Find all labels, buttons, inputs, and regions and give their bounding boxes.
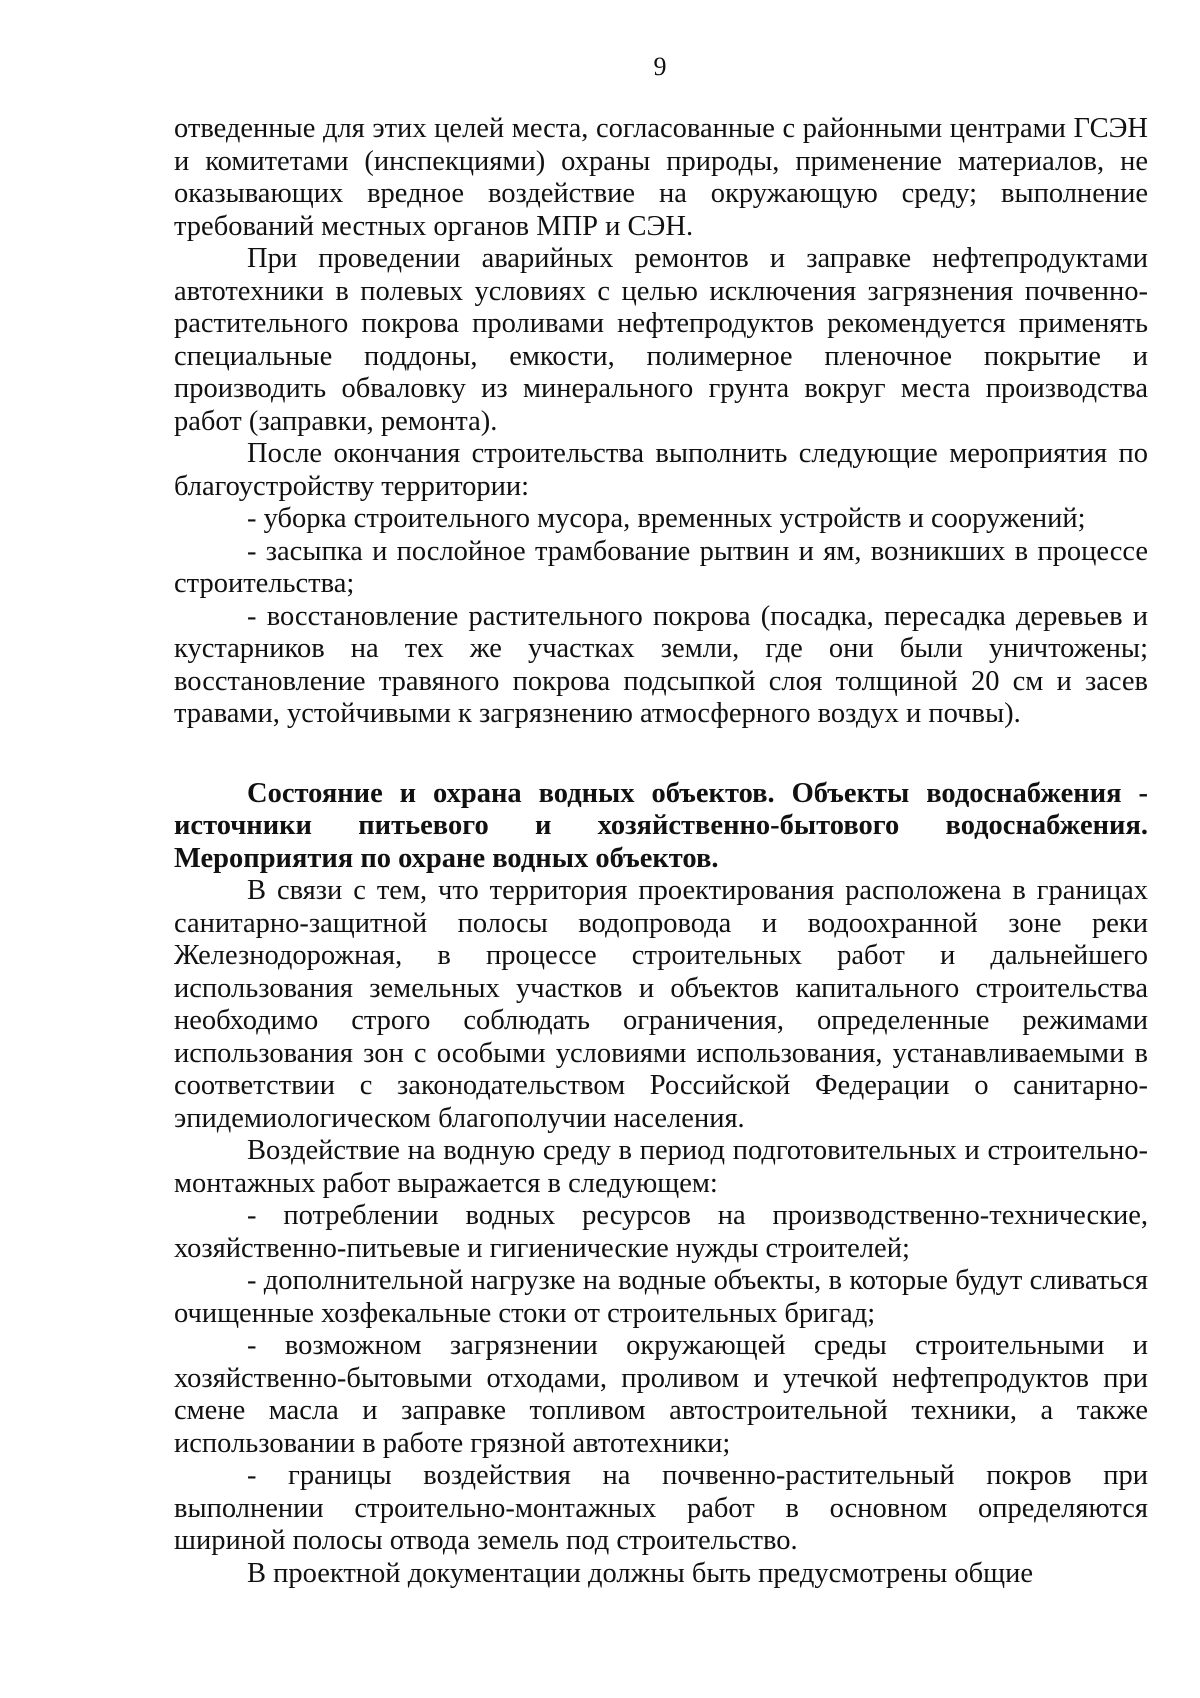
paragraph-landscaping-intro: После окончания строительства выполнить следующие мероприятия по благоустройству территории:: [174, 438, 1148, 502]
paragraph-water-impact-intro: Воздействие на водную среду в период подготовительных и строительно-монтажных работ выражается в следующем:: [174, 1135, 1148, 1199]
paragraph-continuation: отведенные для этих целей места, согласованные с районными центрами ГСЭН и комитетами (инспекциями) охраны природы, применение материалов, не оказывающих вредное воздействие на окружающую среду; выполнение требований местных органов МПР и СЭН.: [174, 113, 1148, 242]
list-item-backfilling: - засыпка и послойное трамбование рытвин и ям, возникших в процессе строительства;: [174, 535, 1148, 599]
list-item-water-consumption: - потреблении водных ресурсов на производственно-технические, хозяйственно-питьевые и гигиенические нужды строителей;: [174, 1200, 1148, 1264]
list-item-vegetation-restoration: - восстановление растительного покрова (посадка, пересадка деревьев и кустарников на тех же участках земли, где они были уничтожены; восстановление травяного покрова подсыпкой слоя толщиной 20 см и засев травами, устойчивыми к загрязнению атмосферного воздух и почвы).: [174, 600, 1148, 729]
list-item-additional-load: - дополнительной нагрузке на водные объекты, в которые будут сливаться очищенные хозфекальные стоки от строительных бригад;: [174, 1265, 1148, 1329]
list-item-pollution: - возможном загрязнении окружающей среды строительными и хозяйственно-бытовыми отходами, проливом и утечкой нефтепродуктов при смене масла и заправке топливом автостроительной техники, а также использовании в работе грязной автотехники;: [174, 1330, 1148, 1459]
paragraph-project-documentation: В проектной документации должны быть предусмотрены общие: [247, 1557, 1033, 1589]
page-number: 9: [653, 52, 667, 81]
list-item-impact-boundaries: - границы воздействия на почвенно-растительный покров при выполнении строительно-монтажных работ в основном определяются шириной полосы отвода земель под строительство.: [174, 1460, 1148, 1556]
page-body: [174, 113, 1148, 1590]
paragraph-emergency-repairs: При проведении аварийных ремонтов и заправке нефтепродуктами автотехники в полевых условиях с целью исключения загрязнения почвенно-растительного покрова проливами нефтепродуктов рекомендуется применять специальные поддоны, емкости, полимерное пленочное покрытие и производить обваловку из минерального грунта вокруг места производства работ (заправки, ремонта).: [174, 243, 1148, 437]
section-heading-water-bodies: Состояние и охрана водных объектов. Объекты водоснабжения - источники питьевого и хозяйственно-бытового водоснабжения. Мероприятия по охране водных объектов.: [174, 777, 1148, 874]
list-item-debris-removal: - уборка строительного мусора, временных устройств и сооружений;: [247, 503, 1086, 534]
paragraph-sanitary-zone: В связи с тем, что территория проектирования расположена в границах санитарно-защитной полосы водопровода и водоохранной зоне реки Железнодорожная, в процессе строительных работ и дальнейшего использования земельных участков и объектов капитального строительства необходимо строго соблюдать ограничения, определенные режимами использования зон с особыми условиями использования, устанавливаемыми в соответствии с законодательством Российской Федерации о санитарно-эпидемиологическом благополучии населения.: [174, 875, 1148, 1134]
